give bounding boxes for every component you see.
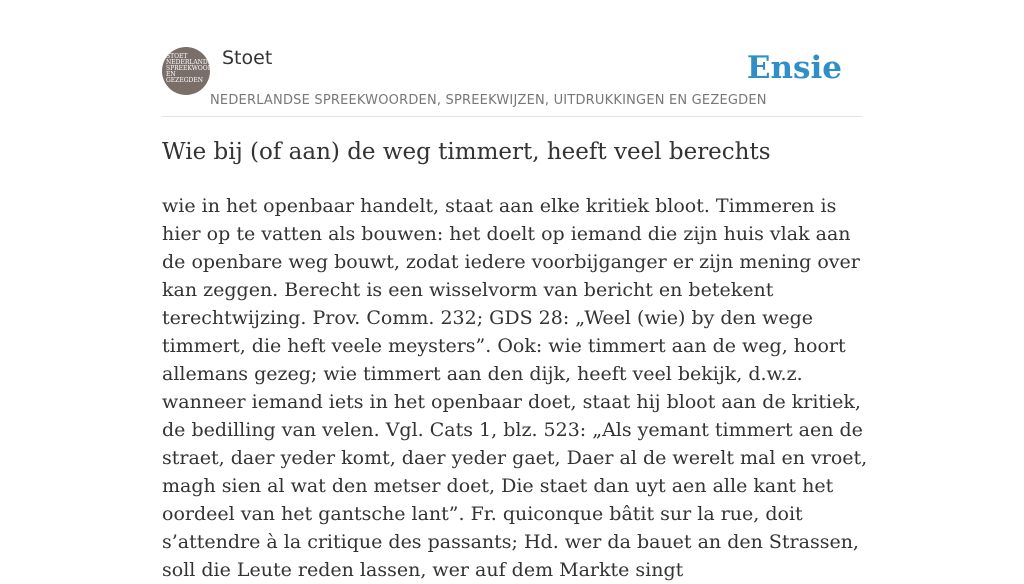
entry-title: Wie bij (of aan) de weg timmert, heeft veel berechts — [162, 139, 771, 165]
avatar-text: STOET NEDERLANDSE SPREEKWOORDEN EN GEZEGDEN — [166, 53, 227, 84]
entry-body: wie in het openbaar handelt, staat aan elke kritiek bloot. Timmeren is hier op te vatten als bouwen: het doelt op iemand die zijn huis vlak aan de openbare weg bouwt, zodat iedere voorbijganger er zijn mening over kan zeggen. Berecht is een wisselvorm van bericht en betekent terechtwijzing. Prov. Comm. 232; GDS 28: „Weel (wie) by den wege timmert, die heft veele meysters”. Ook: wie timmert aan de weg, hoort allemans gezeg; wie timmert aan den dijk, heeft veel bekijk, d.w.z. wanneer iemand iets in het openbaar doet, staat hij bloot aan de kritiek, de bedilling van velen. Vgl. Cats 1, blz. 523: „Als yemant timmert aen de straet, daer yeder komt, daer yeder gaet, Daer al de werelt mal en vroet, magh sien al wat den metser doet, Die staet dan uyt aen alle kant het oordeel van het gantsche lant”. Fr. quiconque bâtit sur la rue, doit s’attendre à la critique des passants; Hd. wer da bauet an den Strassen, soll die Leute reden lassen, wer auf dem Markte singt — [162, 195, 868, 581]
author-name[interactable]: Stoet — [222, 47, 273, 69]
avatar[interactable] — [162, 47, 227, 95]
header — [162, 0, 862, 117]
page — [162, 0, 868, 581]
brand-logo[interactable]: Ensie — [746, 50, 842, 86]
source-subtitle[interactable]: NEDERLANDSE SPREEKWOORDEN, SPREEKWIJZEN, UITDRUKKINGEN EN GEZEGDEN — [210, 93, 767, 108]
